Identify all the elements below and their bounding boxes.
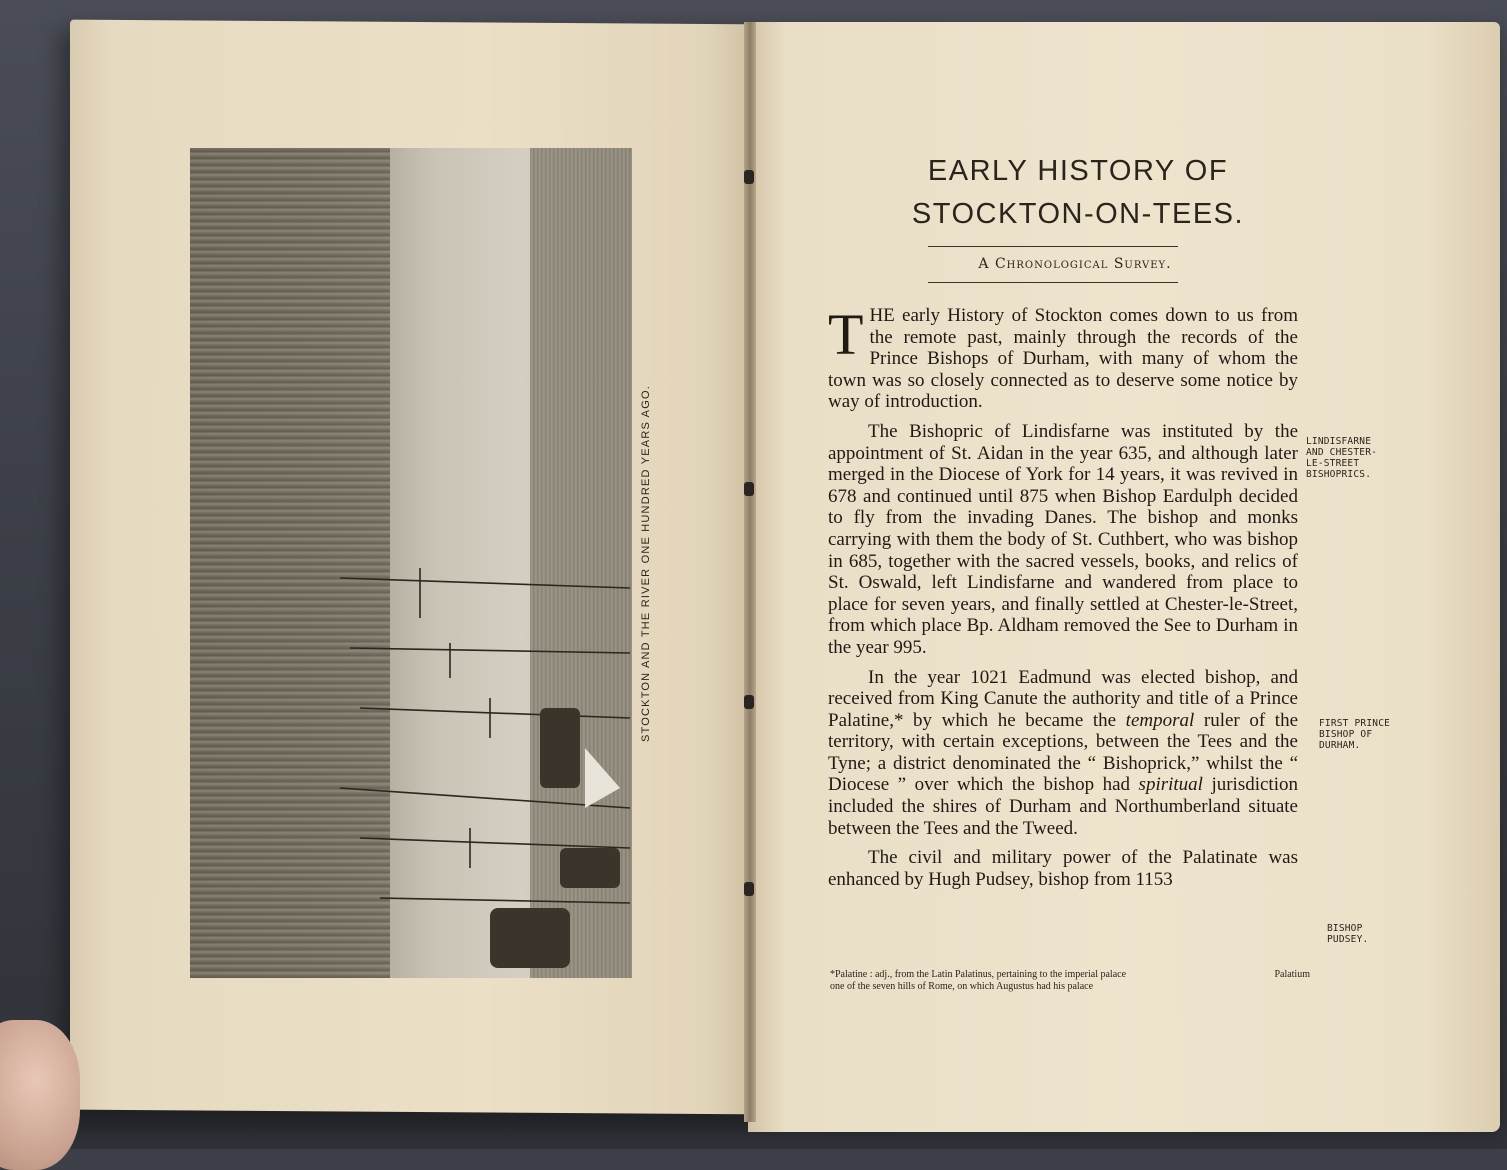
temporal-italic: temporal — [1125, 709, 1195, 731]
title-line-2: STOCKTON-ON-TEES. — [911, 198, 1245, 230]
binding-stitch — [744, 882, 754, 896]
footnote-line-2: one of the seven hills of Rome, on which Augustus had his palace — [830, 981, 1094, 992]
paragraph-4: The civil and military power of the Palatinate was enhanced by Hugh Pudsey, bishop from 1153 — [828, 847, 1298, 890]
footnote-text-right: Palatium — [1274, 969, 1310, 980]
ship-masts — [190, 148, 632, 978]
margin-note-lindisfarne: LINDISFARNE AND CHESTER- LE-STREET BISHOPRICS. — [1306, 436, 1378, 480]
binding-stitch — [744, 482, 754, 496]
margin-note-pudsey: BISHOP PUDSEY. — [1327, 923, 1369, 945]
rule-bottom — [928, 282, 1178, 283]
paragraph-3 — [828, 667, 1298, 840]
binding-stitch — [744, 695, 754, 709]
rule-top — [928, 246, 1178, 247]
caption-text: STOCKTON AND THE RIVER ONE HUNDRED YEARS AGO. — [640, 385, 652, 742]
paragraph-1-text: HE early History of Stockton comes down to us from the remote past, mainly through the records of the Prince Bishops of Durham, with many of whom the town was so closely connected as to deserve some notice by way of introduction. — [828, 305, 1298, 413]
binding-stitch — [744, 170, 754, 184]
book-gutter — [744, 22, 756, 1122]
page-title — [848, 150, 1308, 236]
spiritual-italic: spiritual — [1138, 774, 1203, 796]
drop-cap: T — [828, 302, 864, 367]
paragraph-1 — [828, 302, 1298, 413]
paragraph-3-text-a: In the year 1021 Eadmund was elected bishop, and received from King Canute the authority and title of a Prince Palatine,* by which he became the — [828, 666, 1298, 731]
footnote — [830, 969, 1310, 993]
engraving-illustration — [190, 148, 632, 978]
margin-note-first-prince: FIRST PRINCE BISHOP OF DURHAM. — [1319, 718, 1391, 751]
footnote-line-1 — [830, 969, 1310, 981]
paragraph-3-text-c: jurisdiction included the shires of Durham and Northumberland situate between the Tees and the Tweed. — [828, 774, 1298, 839]
holding-thumb — [0, 1020, 80, 1170]
subtitle-text: A Chronological Survey. — [978, 256, 1172, 272]
paragraph-3-text-b: ruler of the territory, with certain exceptions, between the Tees and the Tyne; a district denominated the “ Bishoprick,” whilst the “ Diocese ” over which the bishop had — [828, 709, 1298, 796]
paragraph-2: The Bishopric of Lindisfarne was instituted by the appointment of St. Aidan in the year 635, and although later merged in the Diocese of York for 14 years, it was revived in 678 and continued until 875 when Bishop Eardulph decided to fly from the invading Danes. The bishop and monks carrying with them the body of St. Cuthbert, who was bishop in 685, together with the sacred vessels, books, and relics of St. Oswald, left Lindisfarne and wandered from place to place for seven years, and finally settled at Chester-le-Street, from which place Bp. Aldham removed the See to Durham in the year 995. — [828, 420, 1298, 658]
body-text — [828, 302, 1298, 890]
title-line-1: EARLY HISTORY OF — [927, 155, 1229, 187]
footnote-text-1: *Palatine : adj., from the Latin Palatinus, pertaining to the imperial palace — [830, 969, 1127, 980]
subtitle — [905, 256, 1245, 272]
